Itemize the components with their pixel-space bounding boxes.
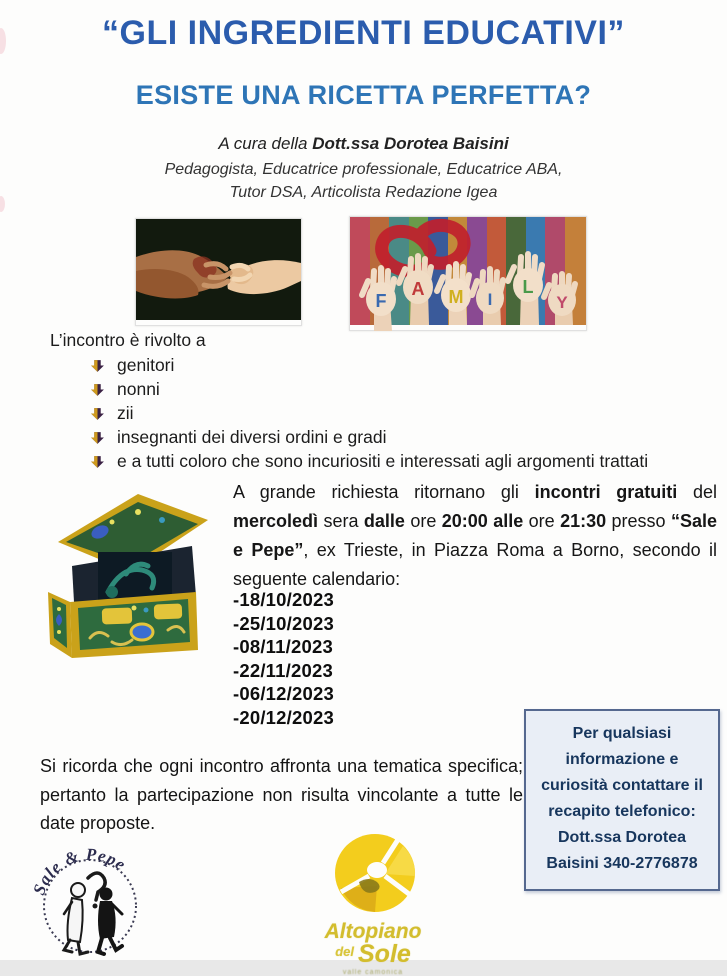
sale-pepe-stamp-svg (26, 838, 154, 960)
arrow-bullet-icon (90, 454, 105, 469)
list-item (90, 429, 710, 446)
family-letter: F (375, 291, 387, 311)
date-item: -06/12/2023 (233, 683, 334, 704)
audience-item-label: insegnanti dei diversi ordini e gradi (117, 427, 387, 447)
page-subtitle: ESISTE UNA RICETTA PERFETTA? (135, 80, 592, 110)
arrow-bullet-icon (90, 430, 105, 445)
audience-item-label: genitori (117, 355, 175, 375)
altopiano-del-sole-logo (298, 830, 448, 976)
altopiano-text-line1: Altopiano (324, 920, 422, 943)
schedule-paragraph: A grande richiesta ritornano gli incontri gratuiti del mercoledì sera dalle ore 20:00 alle ore 21:30 presso “Sale e Pepe”, ex Trieste, in Piazza Roma a Borno, secondo il seguente calendario: (233, 482, 717, 589)
altopiano-tagline: valle camonica (342, 969, 404, 976)
date-item: -20/12/2023 (233, 706, 334, 728)
family-letter: M (448, 287, 464, 307)
arrow-bullet-icon (90, 406, 105, 421)
audience-item-label: e a tutti coloro che sono incuriositi e interessati agli argomenti trattati (117, 451, 649, 471)
audience-intro: L’incontro è rivolto a (50, 330, 206, 350)
list-item (90, 453, 710, 470)
contact-box: Per qualsiasi informazione e curiosità contattare il recapito telefonico: Dott.ssa Dorotea Baisini 340-2776878 (524, 709, 720, 891)
treasure-chest-svg (42, 480, 218, 662)
arrow-bullet-icon (90, 358, 105, 373)
sale-pepe-logo (26, 838, 154, 965)
family-letter: A (411, 279, 425, 299)
credit-roles (0, 158, 727, 204)
list-item (90, 405, 710, 422)
credit-line (0, 134, 727, 154)
date-item: -25/10/2023 (233, 612, 334, 634)
altopiano-text-del: del (335, 944, 354, 959)
photo-hands-holding (135, 218, 302, 326)
sale-pepe-label: Sale & Pepe (29, 844, 130, 898)
altopiano-sun-svg (303, 830, 443, 916)
altopiano-text-line2-3 (298, 942, 448, 967)
audience-item-label: nonni (117, 379, 160, 399)
author-credit (0, 134, 727, 204)
page-title: “GLI INGREDIENTI EDUCATIVI” (102, 14, 625, 52)
date-item: -18/10/2023 (233, 589, 334, 610)
note-paragraph: Si ricorda che ogni incontro affronta una tematica specifica; pertanto la partecipazione non risulta vincolante a tutte le date proposte. (40, 756, 523, 833)
altopiano-text-sole: Sole (358, 940, 411, 968)
treasure-chest-illustration (42, 480, 218, 667)
date-item: -22/11/2023 (233, 659, 333, 681)
family-letter: I (487, 290, 493, 309)
date-item: -08/11/2023 (233, 636, 333, 657)
photo-family-hands (349, 216, 587, 331)
arrow-bullet-icon (90, 382, 105, 397)
credit-prefix: A cura della (218, 134, 313, 153)
family-letter: Y (556, 293, 568, 312)
list-item (90, 357, 710, 374)
hands-holding-illustration (136, 219, 301, 320)
credit-roles-line2: Tutor DSA, Articolista Redazione Igea (229, 184, 498, 201)
audience-section (50, 330, 710, 477)
audience-item-label: zii (117, 403, 134, 423)
dates-list (233, 588, 334, 729)
family-hands-illustration (350, 217, 586, 325)
credit-author-name: Dott.ssa Dorotea Baisini (312, 134, 509, 153)
list-item (90, 381, 710, 398)
family-letter: L (522, 277, 534, 297)
credit-roles-line1: Pedagogista, Educatrice professionale, Educatrice ABA, (164, 161, 563, 178)
